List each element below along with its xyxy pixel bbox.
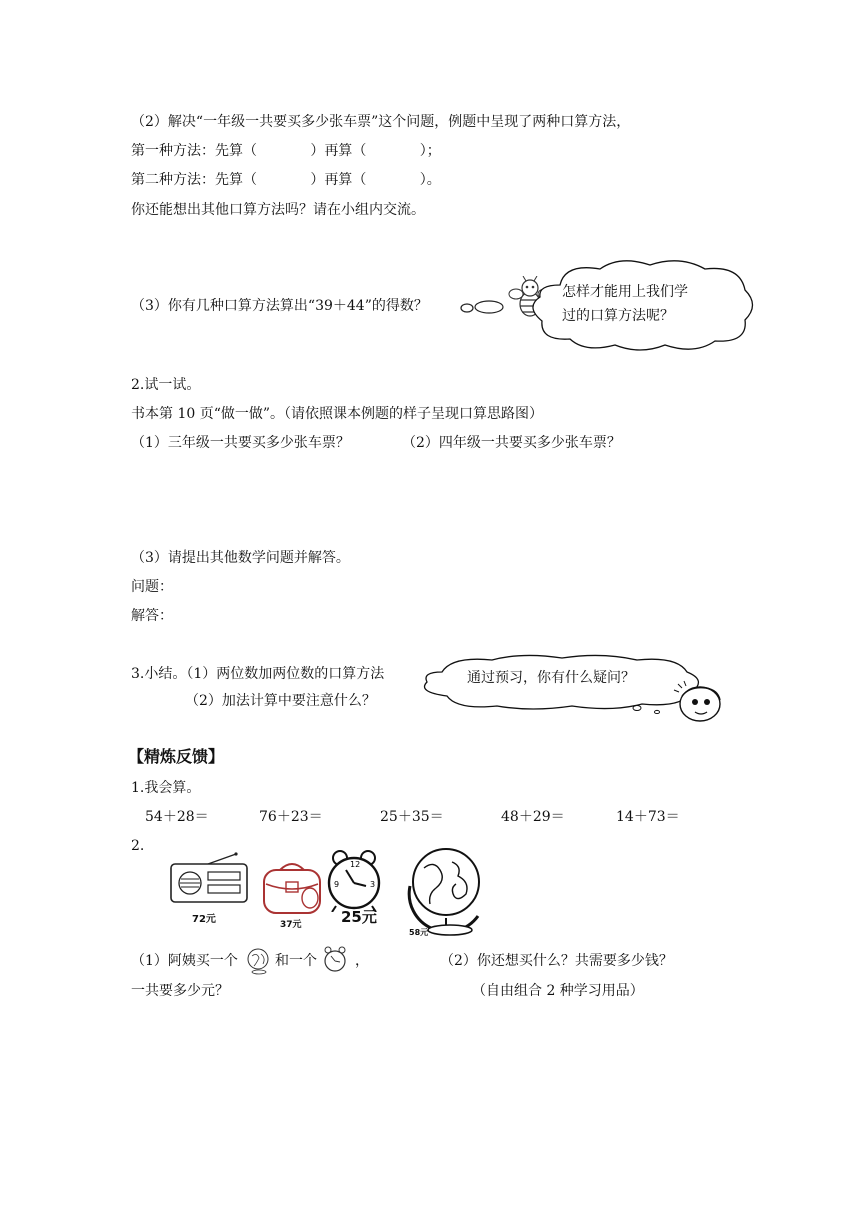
globe-icon	[400, 840, 496, 938]
svg-text:9: 9	[334, 880, 340, 889]
expr-2: 76＋23＝	[259, 809, 323, 825]
feedback-q1-part3: ，	[355, 953, 369, 969]
question-label: 问题：	[131, 579, 173, 595]
feedback-q1-line2: 一共要多少元？	[131, 983, 229, 999]
other-methods-text: 你还能想出其他口算方法吗？请在小组内交流。	[131, 202, 425, 218]
feedback-heading: 【精炼反馈】	[128, 747, 225, 766]
feedback-item2: 2.	[131, 838, 145, 854]
small-globe-icon	[244, 946, 274, 976]
feedback-q1-part1: （1）阿姨买一个	[131, 953, 238, 969]
summary-line-2: （2）加法计算中要注意什么？	[185, 693, 376, 709]
feedback-q2-line2: （自由组合 2 种学习用品）	[472, 983, 644, 999]
section2-instruction: 书本第 10 页“做一做”。（请依照课本例题的样子呈现口算思路图）	[131, 406, 544, 422]
svg-text:12: 12	[350, 860, 361, 869]
expr-3: 25＋35＝	[380, 809, 444, 825]
bag-price: 37元	[280, 920, 302, 930]
radio-icon	[168, 852, 250, 904]
q3-text: （3）你有几种口算方法算出“39＋44”的得数？	[131, 298, 428, 314]
section2-q1: （1）三年级一共要买多少张车票？	[131, 435, 350, 451]
svg-text:3: 3	[370, 880, 376, 889]
method-one: 第一种方法：先算（ ）再算（ ）；	[131, 143, 441, 159]
section2-q3: （3）请提出其他数学问题并解答。	[131, 550, 350, 566]
summary-line-1: 3.小结。（1）两位数加两位数的口算方法	[131, 666, 385, 682]
expr-5: 14＋73＝	[616, 809, 680, 825]
question-bubble-text: 通过预习，你有什么疑问？	[467, 670, 635, 686]
school-bag-icon	[260, 860, 324, 915]
feedback-item1: 1.我会算。	[131, 780, 201, 796]
section2-heading: 2.试一试。	[131, 377, 201, 393]
expr-1: 54＋28＝	[145, 809, 209, 825]
answer-label: 解答：	[131, 608, 173, 624]
small-clock-icon	[322, 946, 348, 976]
bubble-line-2: 过的口算方法呢？	[562, 308, 674, 324]
expr-4: 48＋29＝	[501, 809, 565, 825]
method-two: 第二种方法：先算（ ）再算（ ）。	[131, 172, 441, 188]
q2-text: （2）解决“一年级一共要买多少张车票”这个问题，例题中呈现了两种口算方法，	[131, 114, 631, 130]
globe-price: 58元	[409, 928, 429, 937]
radio-price: 72元	[192, 914, 216, 925]
bubble-line-1: 怎样才能用上我们学	[562, 284, 688, 300]
feedback-q1-part2: 和一个	[275, 953, 317, 969]
alarm-clock-icon	[326, 850, 382, 912]
section2-q2: （2）四年级一共要买多少张车票？	[402, 435, 621, 451]
feedback-q2-line1: （2）你还想买什么？共需要多少钱？	[440, 953, 673, 969]
cartoon-boy-icon	[670, 678, 726, 728]
clock-price: 25元	[341, 908, 377, 926]
thought-dots-icon	[455, 296, 515, 318]
